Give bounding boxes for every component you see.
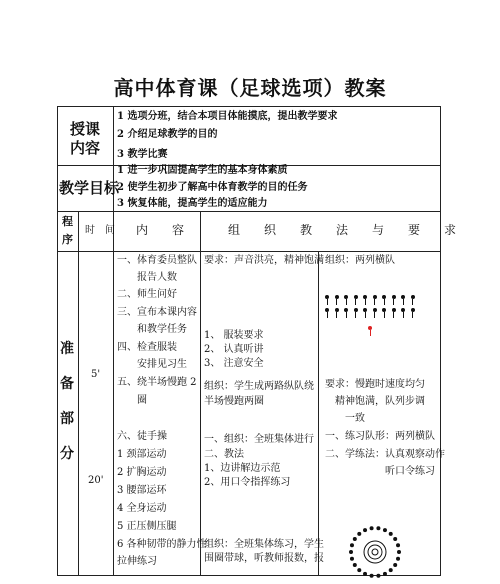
teacher-figure-icon [368,326,372,335]
organization-list-item: 3、 注意安全 [204,358,264,369]
student-figure-icon [354,308,358,317]
student-dot-icon [349,550,353,554]
run-requirement: 一致 [325,413,365,424]
student-figure-icon [411,295,415,304]
content-line: 2 扩胸运动 [117,467,167,478]
teaching-content-item: 3 教学比赛 [117,149,168,160]
student-figure-icon [382,295,386,304]
content-line: 和教学任务 [117,324,187,335]
student-figure-icon [354,295,358,304]
column-divider [113,211,114,576]
student-dot-icon [353,537,357,541]
teaching-content-item: 1 选项分班，结合本项目体能摸底，提出教学要求 [117,111,338,122]
student-figure-icon [344,295,348,304]
organization-text: 组织：全班集体练习，学生 [204,539,324,550]
two-line-formation-diagram [325,308,415,317]
organization-text: 一、组织：全班集体进行 [204,434,314,445]
student-figure-icon [382,308,386,317]
student-dot-icon [383,528,387,532]
student-figure-icon [373,308,377,317]
organization-list-item: 1、 服装要求 [204,330,264,341]
time-value: 5' [91,369,101,380]
organization-text: 1、边讲解边示范 [204,463,281,474]
section-label-char: 准 [60,341,74,357]
student-dot-icon [376,574,380,578]
run-requirement: 要求：慢跑时速度均匀 [325,379,425,390]
content-line: 六、徒手操 [117,431,167,442]
student-figure-icon [344,308,348,317]
teaching-goals-label: 教学目标 [59,179,120,197]
student-figure-icon [392,295,396,304]
student-dot-icon [350,543,354,547]
teaching-goal-item: 3 恢复体能，提高学生的适应能力 [117,198,268,209]
center-circle-icon [368,545,382,559]
center-circle-icon [372,549,378,555]
student-figure-icon [401,295,405,304]
center-circle-icon [364,541,386,563]
circle-formation-diagram [343,520,407,584]
column-divider [200,211,201,576]
student-figure-icon [363,295,367,304]
row-divider [57,251,441,252]
student-dot-icon [363,572,367,576]
student-dot-icon [397,550,401,554]
teaching-content-label: 内容 [70,139,101,157]
organization-text: 二、教法 [204,449,244,460]
student-figure-icon [411,308,415,317]
teaching-content-item: 2 介绍足球教学的目的 [117,129,218,140]
student-figure-icon [401,308,405,317]
row-divider [57,211,441,212]
content-line: 安排见习生 [117,359,187,370]
content-line: 3 腰部运环 [117,485,167,496]
organization-text: 围圈带球，听教师报数，报 [204,553,324,564]
section-label-char: 分 [60,446,74,462]
student-dot-icon [357,568,361,572]
formation-label: 组织：两列横队 [325,255,395,266]
header-organization: 组 织 教 法 与 要 求 [228,223,457,237]
practice-text: 二、学练法：认真观察动作 [325,449,445,460]
student-figure-icon [373,295,377,304]
content-line: 圈 [117,395,147,406]
student-dot-icon [376,526,380,530]
content-line: 四、检查服装 [117,342,177,353]
two-line-formation-diagram [325,295,415,304]
content-line: 6 各种韧带的静力性 [117,539,207,550]
student-dot-icon [370,574,374,578]
student-dot-icon [357,532,361,536]
student-dot-icon [353,563,357,567]
student-dot-icon [383,572,387,576]
student-dot-icon [370,526,374,530]
student-dot-icon [396,557,400,561]
student-dot-icon [389,532,393,536]
content-line: 1 颈部运动 [117,449,167,460]
content-line: 二、师生问好 [117,289,177,300]
content-line: 5 正压侧压腿 [117,521,177,532]
teaching-goal-item: 2 使学生初步了解高中体育教学的目的任务 [117,182,308,193]
organization-text: 组织：学生成两路纵队绕 [204,381,314,392]
student-figure-icon [335,295,339,304]
teaching-content-label: 授课 [70,120,101,138]
column-divider [78,211,79,576]
section-label-char: 备 [60,376,74,392]
run-requirement: 精神饱满，队列步调 [325,396,425,407]
organization-list-item: 2、 认真听讲 [204,344,264,355]
organization-text: 2、用口令指挥练习 [204,477,291,488]
content-line: 五、绕半场慢跑 2 [117,377,197,388]
content-line: 一、体育委员整队 [117,255,197,266]
student-figure-icon [363,308,367,317]
student-figure-icon [335,308,339,317]
header-procedure: 程 [62,215,73,228]
content-line: 4 全身运动 [117,503,167,514]
content-line: 拉伸练习 [117,556,157,567]
header-procedure: 序 [62,233,73,246]
student-figure-icon [392,308,396,317]
header-content: 内 容 [136,223,185,237]
student-dot-icon [393,537,397,541]
student-figure-icon [325,308,329,317]
student-dot-icon [389,568,393,572]
teaching-goal-item: 1 进一步巩固提高学生的基本身体素质 [117,165,288,176]
page-title: 高中体育课（足球选项）教案 [113,76,387,100]
student-dot-icon [393,563,397,567]
content-line: 报告人数 [117,272,177,283]
student-dot-icon [396,543,400,547]
organization-text: 半场慢跑两圈 [204,396,264,407]
section-label-char: 部 [60,411,74,427]
student-dot-icon [350,557,354,561]
practice-text: 一、练习队形：两列横队 [325,431,435,442]
practice-text: 听口令练习 [325,466,435,477]
student-dot-icon [363,528,367,532]
organization-requirement: 要求：声音洪亮，精神饱满 [204,255,324,266]
student-figure-icon [325,295,329,304]
time-value: 20' [88,475,104,486]
header-time: 时 间 [85,225,115,236]
content-line: 三、宣布本课内容 [117,307,197,318]
column-divider [318,251,319,576]
